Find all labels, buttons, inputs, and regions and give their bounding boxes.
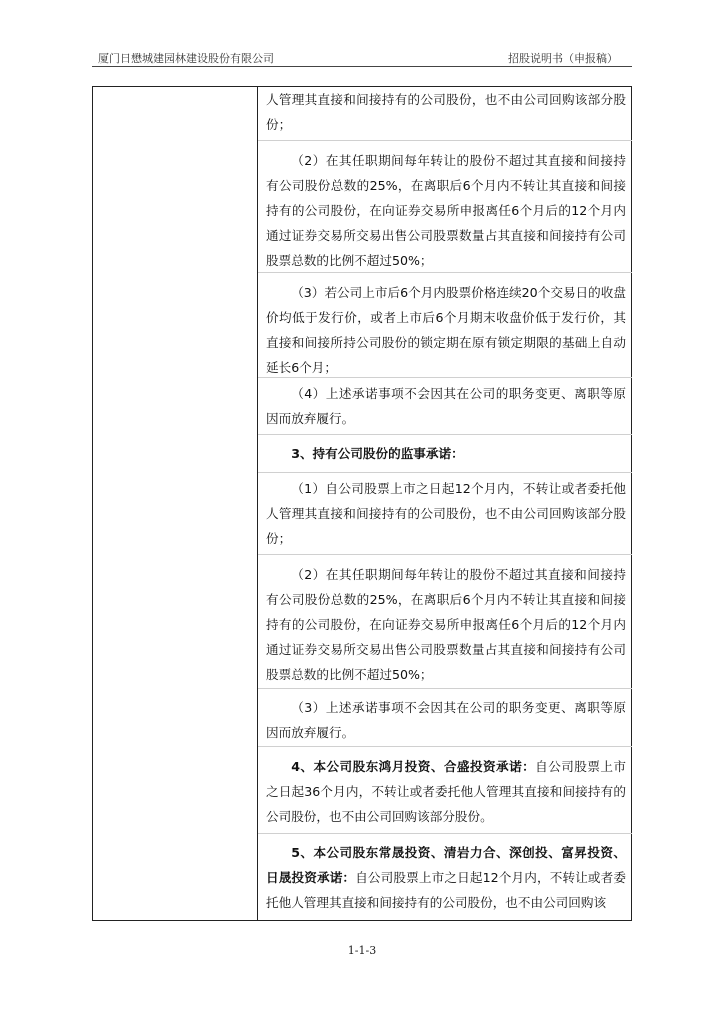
table-right-column: [258, 87, 632, 920]
header-rule: [92, 66, 632, 67]
paragraph-body: 自公司股票上市之日起36个月内，不转让或者委托他人管理其直接和间接持有的公司股份，也不由公司回购该部分股份。: [266, 759, 627, 824]
section-heading: 3、持有公司股份的监事承诺：: [291, 446, 464, 461]
text-block: [258, 554, 632, 688]
paragraph: 人管理其直接和间接持有的公司股份，也不由公司回购该部分股份；: [266, 92, 626, 132]
text-block: [258, 688, 632, 746]
text-block: [258, 833, 632, 921]
text-block: [258, 272, 632, 377]
paragraph-body: 自公司股票上市之日起12个月内，不转让或者委托他人管理其直接和间接持有的公司股份，也不由公司回购该: [266, 870, 627, 910]
paragraph: （3）上述承诺事项不会因其在公司的职务变更、离职等原因而放弃履行。: [266, 700, 626, 740]
text-block: [258, 746, 632, 833]
paragraph: [258, 840, 632, 915]
shareholder-heading: 4、本公司股东鸿月投资、合盛投资承诺：: [291, 759, 536, 774]
commitment-table: [92, 86, 632, 921]
paragraph: （2）在其任职期间每年转让的股份不超过其直接和间接持有公司股份总数的25%，在离职后6个月内不转让其直接和间接持有的公司股份，在向证券交易所申报离任6个月后的12个月内通过证券交易所交易出售公司股票数量占其直接和间接持有公司股票总数的比例不超过50%；: [266, 153, 626, 268]
table-left-column: [93, 87, 258, 920]
text-block: [258, 87, 632, 140]
text-block: [258, 434, 632, 472]
paragraph: （2）在其任职期间每年转让的股份不超过其直接和间接持有公司股份总数的25%，在离职后6个月内不转让其直接和间接持有的公司股份，在向证券交易所申报离任6个月后的12个月内通过证券交易所交易出售公司股票数量占其直接和间接持有公司股票总数的比例不超过50%；: [266, 567, 626, 682]
text-block: [258, 472, 632, 554]
page-header: [92, 50, 632, 66]
shareholder-heading: 5、本公司股东常晟投资、清岩力合、深创投、富昇投资、日晟投资承诺：: [266, 845, 626, 885]
paragraph: （4）上述承诺事项不会因其在公司的职务变更、离职等原因而放弃履行。: [266, 386, 626, 426]
document-title: 招股说明书（申报稿）: [508, 52, 618, 65]
paragraph: （3）若公司上市后6个月内股票价格连续20个交易日的收盘价均低于发行价，或者上市后6个月期末收盘价低于发行价，其直接和间接所持公司股份的锁定期在原有锁定期限的基础上自动延长6个月；: [266, 285, 626, 375]
text-block: [258, 377, 632, 434]
paragraph: [258, 754, 632, 829]
company-name: 厦门日懋城建园林建设股份有限公司: [98, 52, 274, 65]
text-block: [258, 140, 632, 272]
paragraph: （1）自公司股票上市之日起12个月内，不转让或者委托他人管理其直接和间接持有的公司股份，也不由公司回购该部分股份；: [266, 481, 626, 546]
page-number: 1-1-3: [347, 944, 377, 957]
